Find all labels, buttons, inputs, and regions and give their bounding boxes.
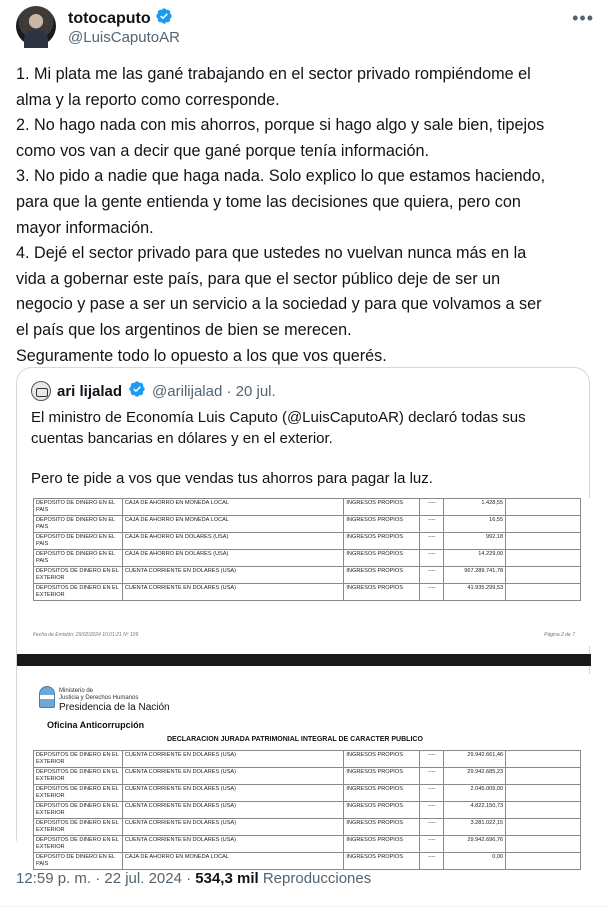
- quoted-line: cuentas bancarias en dólares y en el exterior.: [31, 429, 333, 447]
- verified-badge-icon: [155, 7, 173, 30]
- table-cell: CUENTA CORRIENTE EN DOLARES (USA): [122, 836, 344, 853]
- table-row: [34, 836, 581, 853]
- table-row: [34, 853, 581, 870]
- table-cell: 29.942.685,23: [444, 768, 506, 785]
- author-avatar[interactable]: [16, 6, 56, 46]
- table-row: [34, 516, 581, 533]
- table-cell: DEPOSITOS DE DINERO EN EL EXTERIOR: [34, 785, 123, 802]
- image-divider: [17, 654, 591, 666]
- table-row: [34, 584, 581, 601]
- quoted-tweet-header: [31, 380, 276, 402]
- table-cell: CUENTA CORRIENTE EN DOLARES (USA): [122, 567, 344, 584]
- table-cell: ----: [420, 499, 444, 516]
- tweet-line: negocio y pase a ser un servicio a la sociedad y para que volvamos a ser: [16, 295, 542, 314]
- table-cell: DEPOSITO DE DINERO EN EL PAIS: [34, 516, 123, 533]
- table-cell: ----: [420, 550, 444, 567]
- declaration-table-1: [33, 498, 581, 601]
- tweet-body: [16, 62, 596, 369]
- table-cell: 1.428,55: [444, 499, 506, 516]
- table-row: [34, 802, 581, 819]
- table-cell: DEPOSITO DE DINERO EN EL PAIS: [34, 853, 123, 870]
- table-cell: DEPOSITO DE DINERO EN EL PAIS: [34, 499, 123, 516]
- quoted-author-avatar: [31, 381, 51, 401]
- table-cell-empty: [506, 819, 581, 836]
- argentina-coat-of-arms-icon: [39, 686, 55, 708]
- table-cell: INGRESOS PROPIOS: [344, 853, 420, 870]
- table-cell: 967.289.741,78: [444, 567, 506, 584]
- table-cell: ----: [420, 567, 444, 584]
- tweet-line: 4. Dejé el sector privado para que ustedes no vuelvan nunca más en la: [16, 244, 527, 263]
- more-options-icon[interactable]: •••: [572, 8, 594, 28]
- table-cell: 3.281.022,15: [444, 819, 506, 836]
- table-cell: CUENTA CORRIENTE EN DOLARES (USA): [122, 584, 344, 601]
- table-cell: ----: [420, 853, 444, 870]
- tweet-line: 1. Mi plata me las gané trabajando en el sector privado rompiéndome el: [16, 65, 531, 83]
- table-cell: ----: [420, 785, 444, 802]
- declaration-page-2-image[interactable]: [17, 674, 591, 867]
- tweet-line: vida a gobernar este país, para que el sector público deje de ser un: [16, 269, 501, 288]
- tweet-line: para que la gente entienda y tome las decisiones que quiera, pero con: [16, 192, 521, 211]
- table-cell: INGRESOS PROPIOS: [344, 499, 420, 516]
- table-cell: 14.229,00: [444, 550, 506, 567]
- declaration-table-2: [33, 750, 581, 870]
- table-cell: CUENTA CORRIENTE EN DOLARES (USA): [122, 785, 344, 802]
- table-cell: INGRESOS PROPIOS: [344, 819, 420, 836]
- table-cell: 41.935.299,53: [444, 584, 506, 601]
- table-cell-empty: [506, 550, 581, 567]
- tweet-header: [16, 6, 594, 50]
- table-cell: CAJA DE AHORRO EN MONEDA LOCAL: [122, 499, 344, 516]
- table-cell: INGRESOS PROPIOS: [344, 584, 420, 601]
- table-cell: DEPOSITOS DE DINERO EN EL EXTERIOR: [34, 751, 123, 768]
- quoted-tweet-text: [31, 408, 579, 490]
- table-cell: 992,18: [444, 533, 506, 550]
- table-cell: CAJA DE AHORRO EN MONEDA LOCAL: [122, 853, 344, 870]
- declaration-page-1-image[interactable]: [17, 498, 591, 646]
- table-row: [34, 533, 581, 550]
- doc1-footer-right: Página 2 de 7: [544, 632, 575, 638]
- table-cell: DEPOSITOS DE DINERO EN EL EXTERIOR: [34, 819, 123, 836]
- table-cell: DEPOSITOS DE DINERO EN EL EXTERIOR: [34, 584, 123, 601]
- table-cell-empty: [506, 584, 581, 601]
- tweet-meta: [16, 870, 371, 887]
- table-row: [34, 768, 581, 785]
- author-name-row: [68, 7, 173, 30]
- table-cell-empty: [506, 499, 581, 516]
- table-cell: 4.822.150,73: [444, 802, 506, 819]
- table-cell: CAJA DE AHORRO EN DOLARES (USA): [122, 533, 344, 550]
- table-cell: INGRESOS PROPIOS: [344, 533, 420, 550]
- table-cell: CAJA DE AHORRO EN DOLARES (USA): [122, 550, 344, 567]
- tweet-line: mayor información.: [16, 218, 154, 237]
- tweet-line: el país que los argentinos de bien se merecen.: [16, 320, 352, 339]
- table-cell-empty: [506, 836, 581, 853]
- quoted-line: Pero te pide a vos que vendas tus ahorros para pagar la luz.: [31, 470, 433, 487]
- table-cell: INGRESOS PROPIOS: [344, 567, 420, 584]
- table-cell: ----: [420, 516, 444, 533]
- table-cell: INGRESOS PROPIOS: [344, 550, 420, 567]
- declaration-title: DECLARACION JURADA PATRIMONIAL INTEGRAL DE CARACTER PUBLICO: [167, 736, 423, 743]
- tweet-line: como vos van a decir que gané porque tenía información.: [16, 141, 430, 160]
- table-cell: DEPOSITO DE DINERO EN EL PAIS: [34, 533, 123, 550]
- table-cell: ----: [420, 751, 444, 768]
- table-cell-empty: [506, 751, 581, 768]
- table-row: [34, 550, 581, 567]
- presidency-label: Presidencia de la Nación: [59, 702, 170, 713]
- table-cell-empty: [506, 853, 581, 870]
- table-cell: ----: [420, 836, 444, 853]
- doc1-footer-left: Fecha de Emisión: 29/02/2024 10:01:21 Nº 109: [33, 632, 139, 638]
- view-count: 534,3 mil: [195, 870, 259, 887]
- table-cell-empty: [506, 516, 581, 533]
- quoted-line: El ministro de Economía Luis Caputo (@LuisCaputoAR) declaró todas sus: [31, 409, 526, 426]
- ministry-label-2: Justicia y Derechos Humanos: [59, 695, 139, 701]
- table-row: [34, 499, 581, 516]
- table-row: [34, 751, 581, 768]
- views-label: Reproducciones: [258, 870, 372, 887]
- author-display-name[interactable]: totocaputo: [68, 9, 151, 27]
- table-cell: 29.942.696,76: [444, 836, 506, 853]
- table-cell: CUENTA CORRIENTE EN DOLARES (USA): [122, 768, 344, 785]
- office-label: Oficina Anticorrupción: [47, 720, 145, 730]
- quoted-handle-date: @arilijalad · 20 jul.: [152, 382, 276, 400]
- quoted-tweet[interactable]: [16, 367, 590, 867]
- ministry-label-1: Ministerio de: [59, 688, 94, 694]
- table-cell: CAJA DE AHORRO EN MONEDA LOCAL: [122, 516, 344, 533]
- tweet-line: Seguramente todo lo opuesto a los que vos querés.: [16, 346, 387, 365]
- table-cell: CUENTA CORRIENTE EN DOLARES (USA): [122, 751, 344, 768]
- table-cell-empty: [506, 802, 581, 819]
- table-cell: CUENTA CORRIENTE EN DOLARES (USA): [122, 819, 344, 836]
- table-cell: DEPOSITO DE DINERO EN EL PAIS: [34, 550, 123, 567]
- table-cell: DEPOSITOS DE DINERO EN EL EXTERIOR: [34, 802, 123, 819]
- tweet-timestamp[interactable]: 12:59 p. m. · 22 jul. 2024 ·: [16, 870, 196, 887]
- table-cell: INGRESOS PROPIOS: [344, 751, 420, 768]
- table-cell: INGRESOS PROPIOS: [344, 836, 420, 853]
- table-cell: 29.942.661,46: [444, 751, 506, 768]
- table-cell: ----: [420, 802, 444, 819]
- table-cell: 0,00: [444, 853, 506, 870]
- tweet-line: 2. No hago nada con mis ahorros, porque si hago algo y sale bien, tipejos: [16, 116, 545, 135]
- table-cell: 16,55: [444, 516, 506, 533]
- table-cell: INGRESOS PROPIOS: [344, 516, 420, 533]
- table-cell: ----: [420, 819, 444, 836]
- table-cell: INGRESOS PROPIOS: [344, 768, 420, 785]
- table-cell: CUENTA CORRIENTE EN DOLARES (USA): [122, 802, 344, 819]
- tweet-line: 3. No pido a nadie que haga nada. Solo explico lo que estamos haciendo,: [16, 167, 546, 186]
- table-cell: INGRESOS PROPIOS: [344, 785, 420, 802]
- table-cell: DEPOSITOS DE DINERO EN EL EXTERIOR: [34, 836, 123, 853]
- verified-badge-icon: [128, 380, 146, 402]
- table-cell-empty: [506, 533, 581, 550]
- divider: [0, 906, 610, 907]
- table-cell: ----: [420, 533, 444, 550]
- table-row: [34, 819, 581, 836]
- table-cell: INGRESOS PROPIOS: [344, 802, 420, 819]
- table-cell: 2.045.009,00: [444, 785, 506, 802]
- table-cell: ----: [420, 768, 444, 785]
- table-cell: DEPOSITOS DE DINERO EN EL EXTERIOR: [34, 567, 123, 584]
- table-cell-empty: [506, 785, 581, 802]
- table-row: [34, 785, 581, 802]
- table-cell-empty: [506, 768, 581, 785]
- table-cell: DEPOSITOS DE DINERO EN EL EXTERIOR: [34, 768, 123, 785]
- table-cell-empty: [506, 567, 581, 584]
- tweet-line: alma y la reporto como corresponde.: [16, 90, 280, 109]
- table-row: [34, 567, 581, 584]
- table-cell: ----: [420, 584, 444, 601]
- author-handle[interactable]: @LuisCaputoAR: [68, 29, 180, 46]
- quoted-author-name: ari lijalad: [57, 382, 123, 400]
